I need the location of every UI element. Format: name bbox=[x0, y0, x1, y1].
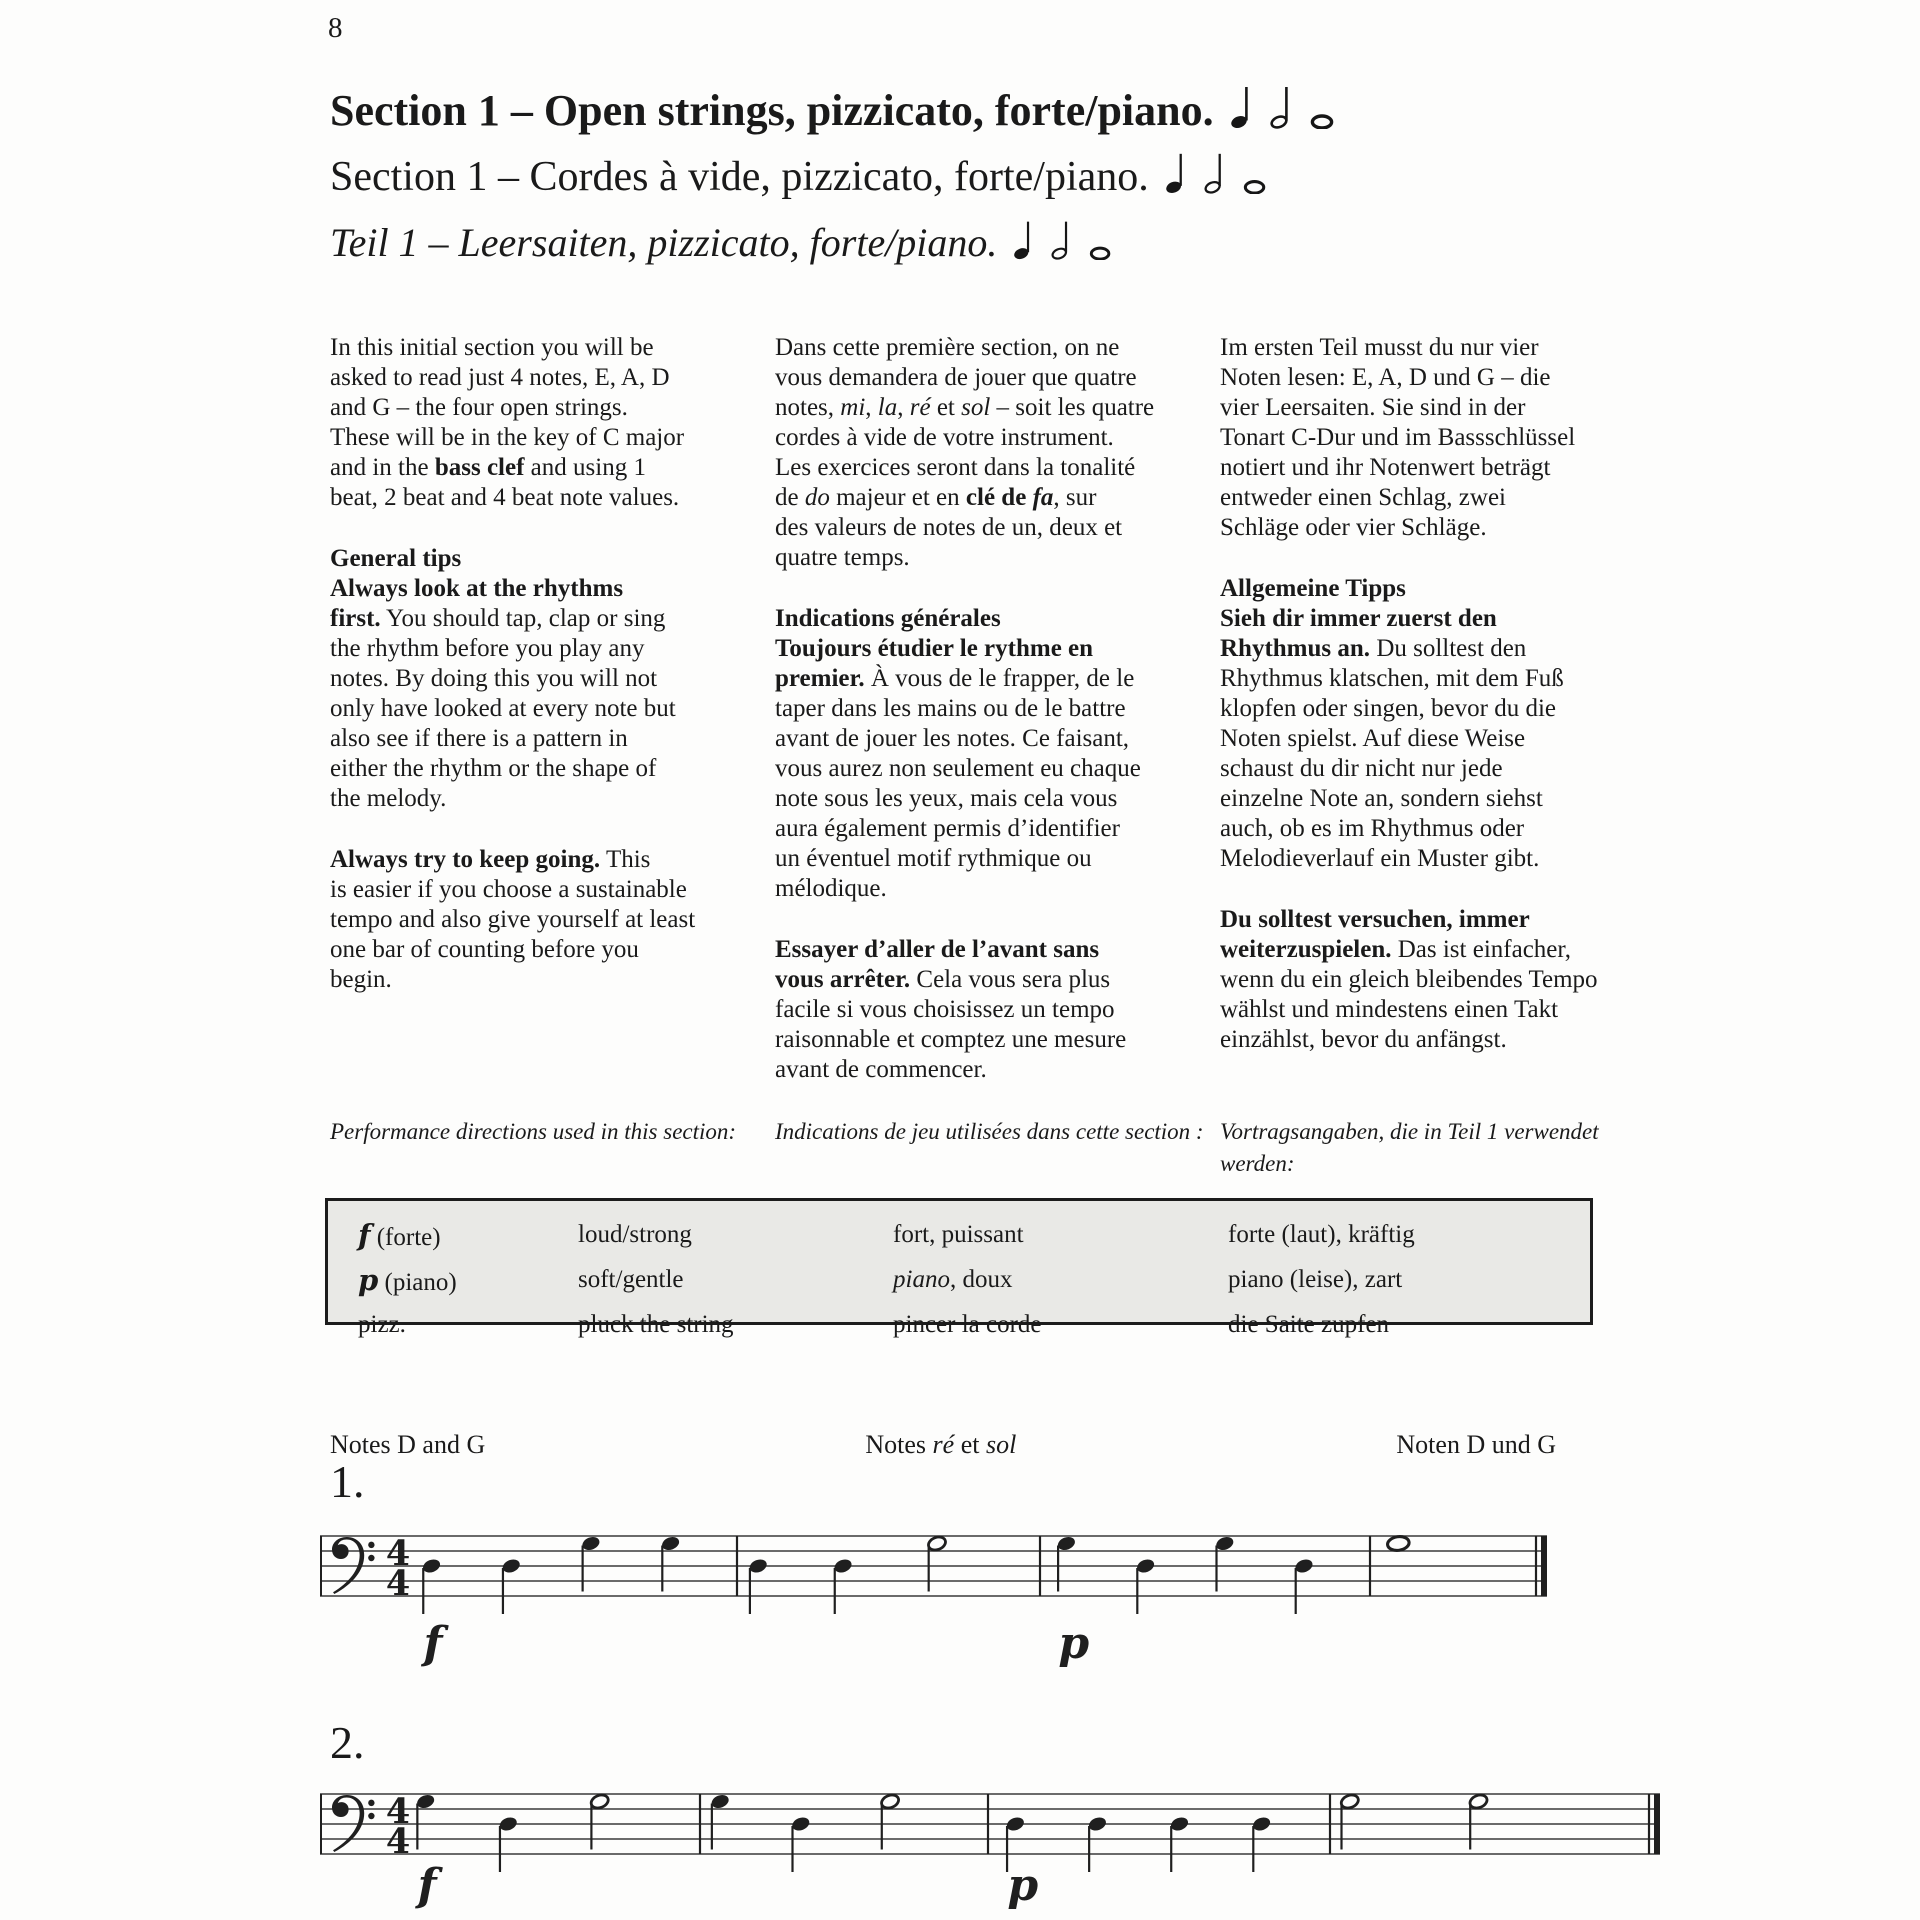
note-label-text: Noten D und G bbox=[1396, 1430, 1556, 1459]
whole-note-icon bbox=[1089, 214, 1113, 280]
paragraph-line: , bbox=[865, 394, 878, 421]
paragraph-line: also see if there is a pattern in bbox=[330, 725, 628, 752]
paragraph-line bbox=[1220, 724, 1590, 754]
dynamic-marking-f: f bbox=[417, 1860, 437, 1911]
text-column-1 bbox=[775, 333, 1220, 1116]
paragraph-line: These will be in the key of C major bbox=[330, 424, 685, 451]
note-label-1 bbox=[865, 1430, 1016, 1460]
paragraph-line: bass clef bbox=[434, 454, 525, 481]
paragraph-line: À vous de le frapper, de le bbox=[864, 665, 1135, 692]
bass-clef-dot bbox=[368, 1800, 374, 1806]
exercise-1-number: 1. bbox=[330, 1456, 365, 1507]
time-signature-digit: 4 bbox=[385, 1533, 411, 1574]
paragraph-line bbox=[775, 543, 1160, 573]
bass-clef-dot bbox=[368, 1542, 374, 1548]
half-note-icon bbox=[1270, 82, 1294, 148]
final-barline-thick bbox=[1541, 1536, 1547, 1596]
paragraph-line: de bbox=[775, 484, 805, 511]
dynamic-marking-p: p bbox=[1058, 1618, 1090, 1669]
paragraph-line bbox=[330, 363, 715, 393]
paragraph-line bbox=[330, 664, 715, 694]
paragraph-line bbox=[1220, 363, 1590, 393]
paragraph-line bbox=[1220, 453, 1590, 483]
table-cell-text: pincer la corde bbox=[893, 1311, 1042, 1338]
final-barline-thick bbox=[1654, 1794, 1660, 1854]
paragraph-line bbox=[775, 453, 1160, 483]
paragraph-line bbox=[775, 995, 1160, 1025]
paragraph-line: either the rhythm or the shape of bbox=[330, 755, 657, 782]
paragraph-line: Allgemeine Tipps bbox=[1220, 575, 1406, 602]
paragraph-line: avant de commencer. bbox=[775, 1056, 987, 1083]
note-label-text: Notes D and G bbox=[330, 1430, 486, 1459]
paragraph-line: la bbox=[877, 394, 898, 421]
paragraph-line bbox=[330, 453, 715, 483]
paragraph-line: wenn du ein gleich bleibendes Tempo bbox=[1220, 966, 1598, 993]
paragraph-line bbox=[1220, 423, 1590, 453]
caption-2 bbox=[1220, 1116, 1650, 1180]
paragraph-line bbox=[1220, 1025, 1590, 1055]
table-cell-text: pluck the string bbox=[578, 1311, 734, 1338]
paragraph-line bbox=[1220, 965, 1598, 995]
paragraph-line: Les exercices seront dans la tonalité bbox=[775, 454, 1136, 481]
paragraph-line bbox=[1220, 483, 1590, 513]
time-signature-digit: 4 bbox=[385, 1791, 411, 1832]
paragraph-line: Schläge oder vier Schläge. bbox=[1220, 514, 1487, 541]
paragraph-line: vous demandera de jouer que quatre bbox=[775, 364, 1137, 391]
bass-clef-dot bbox=[368, 1555, 374, 1561]
paragraph-line: aura également permis d’identifier bbox=[775, 815, 1120, 842]
paragraph-line bbox=[775, 754, 1160, 784]
paragraph-line: Always look at the rhythms bbox=[330, 575, 624, 602]
caption-line bbox=[775, 1116, 1220, 1148]
caption-line: Performance directions used in this section: bbox=[330, 1119, 737, 1144]
paragraph-line bbox=[775, 513, 1160, 543]
bass-clef-dot bbox=[368, 1813, 374, 1819]
caption-0 bbox=[330, 1116, 775, 1180]
paragraph-line: notes, bbox=[775, 394, 841, 421]
paragraph-line: des valeurs de notes de un, deux et bbox=[775, 514, 1123, 541]
paragraph-line: and in the bbox=[330, 454, 435, 481]
paragraph-line bbox=[330, 393, 715, 423]
paragraph-line bbox=[330, 634, 715, 664]
paragraph-line bbox=[330, 724, 715, 754]
paragraph-line: Du solltest versuchen, immer bbox=[1220, 906, 1530, 933]
paragraph-line: Im ersten Teil musst du nur vier bbox=[1220, 334, 1539, 361]
paragraph-line: entweder einen Schlag, zwei bbox=[1220, 484, 1506, 511]
table-cell-text: piano (leise), zart bbox=[1228, 1266, 1403, 1293]
paragraph-line bbox=[775, 393, 1160, 423]
table-cell-text: soft/gentle bbox=[578, 1266, 684, 1293]
whole-note-icon bbox=[1243, 148, 1268, 214]
paragraph-line bbox=[775, 814, 1160, 844]
table-row bbox=[358, 1214, 1590, 1259]
paragraph-line: asked to read just 4 notes, E, A, D bbox=[330, 364, 670, 391]
paragraph-line: mélodique. bbox=[775, 875, 887, 902]
paragraph-line: vous arrêter. bbox=[775, 966, 911, 993]
paragraph-line: quatre temps. bbox=[775, 544, 910, 571]
paragraph-line: schaust du dir nicht nur jede bbox=[1220, 755, 1503, 782]
paragraph-line: tempo and also give yourself at least bbox=[330, 906, 696, 933]
paragraph bbox=[1220, 333, 1590, 543]
time-signature-digit: 4 bbox=[385, 1563, 411, 1604]
note-name-labels bbox=[330, 1430, 1556, 1460]
page-number: 8 bbox=[328, 12, 343, 44]
paragraph-line: mi bbox=[840, 394, 866, 421]
whole-note bbox=[1387, 1535, 1410, 1551]
paragraph-line: wählst und mindestens einen Takt bbox=[1220, 996, 1559, 1023]
paragraph-line: facile si vous choisissez un tempo bbox=[775, 996, 1115, 1023]
paragraph bbox=[775, 604, 1160, 904]
paragraph-line bbox=[775, 1025, 1160, 1055]
table-cell bbox=[893, 1214, 1228, 1259]
text-column-0 bbox=[330, 333, 775, 1116]
paragraph bbox=[775, 935, 1160, 1085]
table-cell-text: f bbox=[358, 1218, 371, 1252]
paragraph-line: un éventuel motif rythmique ou bbox=[775, 845, 1092, 872]
dynamic-marking-f: f bbox=[423, 1618, 443, 1669]
heading-french-text: Section 1 – Cordes à vide, pizzicato, forte/piano. bbox=[330, 154, 1149, 200]
caption-line: werden: bbox=[1220, 1151, 1295, 1176]
paragraph-line: Dans cette première section, on ne bbox=[775, 334, 1120, 361]
paragraph-line: ré bbox=[909, 394, 931, 421]
paragraph-line bbox=[775, 363, 1160, 393]
paragraph-line bbox=[330, 574, 715, 604]
paragraph-line bbox=[1220, 754, 1590, 784]
paragraph-line: notiert und ihr Notenwert beträgt bbox=[1220, 454, 1551, 481]
caption-line bbox=[1220, 1148, 1650, 1180]
paragraph-line bbox=[1220, 995, 1590, 1025]
paragraph-line bbox=[775, 333, 1160, 363]
paragraph-line: is easier if you choose a sustainable bbox=[330, 876, 687, 903]
paragraph-line: and using 1 bbox=[524, 454, 646, 481]
text-column-2 bbox=[1220, 333, 1650, 1116]
paragraph-line: one bar of counting before you bbox=[330, 936, 639, 963]
paragraph-line: cordes à vide de votre instrument. bbox=[775, 424, 1114, 451]
paragraph-line bbox=[1220, 814, 1590, 844]
paragraph-line: begin. bbox=[330, 966, 392, 993]
table-cell-text: p bbox=[358, 1263, 379, 1297]
paragraph bbox=[775, 333, 1160, 573]
paragraph-line: majeur et en bbox=[829, 484, 966, 511]
paragraph-line bbox=[1220, 664, 1590, 694]
caption-1 bbox=[775, 1116, 1220, 1180]
table-cell-text: pizz. bbox=[358, 1311, 406, 1338]
paragraph-line bbox=[330, 935, 715, 965]
paragraph-line: In this initial section you will be bbox=[330, 334, 654, 361]
performance-direction-captions bbox=[330, 1116, 1650, 1180]
paragraph-line: premier. bbox=[775, 665, 865, 692]
paragraph-line bbox=[1220, 333, 1590, 363]
paragraph-line: notes. By doing this you will not bbox=[330, 665, 658, 692]
quarter-note-icon bbox=[1230, 82, 1254, 148]
paragraph-line bbox=[330, 423, 715, 453]
paragraph-line: Essayer d’aller de l’avant sans bbox=[775, 936, 1100, 963]
paragraph-line bbox=[1220, 634, 1590, 664]
table-cell bbox=[358, 1304, 578, 1346]
paragraph bbox=[1220, 905, 1598, 1055]
table-row bbox=[358, 1259, 1590, 1304]
paragraph bbox=[1220, 574, 1590, 874]
caption-line: Vortragsangaben, die in Teil 1 verwendet bbox=[1220, 1119, 1599, 1144]
table-cell-text: (piano) bbox=[378, 1269, 457, 1296]
note-label-text: sol bbox=[985, 1430, 1017, 1459]
paragraph-line: einzelne Note an, sondern siehst bbox=[1220, 785, 1543, 812]
paragraph-line: This bbox=[600, 846, 651, 873]
paragraph-line: beat, 2 beat and 4 beat note values. bbox=[330, 484, 680, 511]
table-cell bbox=[1228, 1214, 1590, 1259]
paragraph-line bbox=[1220, 935, 1590, 965]
paragraph-line bbox=[330, 965, 715, 995]
note-label-text: Notes bbox=[865, 1430, 933, 1459]
table-cell-text: fort, puissant bbox=[893, 1221, 1024, 1248]
note-label-text: et bbox=[954, 1430, 986, 1459]
paragraph-line bbox=[775, 935, 1160, 965]
note-label-2 bbox=[1396, 1430, 1556, 1460]
table-cell-text: piano bbox=[893, 1266, 950, 1293]
paragraph-line bbox=[330, 845, 715, 875]
paragraph-line bbox=[775, 423, 1160, 453]
instruction-columns bbox=[330, 333, 1650, 1116]
caption-line: Indications de jeu utilisées dans cette section : bbox=[775, 1119, 1204, 1144]
paragraph-line: clé de bbox=[965, 484, 1033, 511]
paragraph-line bbox=[775, 694, 1160, 724]
paragraph bbox=[330, 845, 715, 995]
paragraph-line: Cela vous sera plus bbox=[910, 966, 1111, 993]
paragraph-line: Always try to keep going. bbox=[330, 846, 601, 873]
paragraph-line: avant de jouer les notes. Ce faisant, bbox=[775, 725, 1130, 752]
paragraph-line: sol bbox=[961, 394, 991, 421]
table-cell bbox=[893, 1304, 1228, 1346]
exercise-2-staff bbox=[320, 1786, 1670, 1920]
paragraph-line bbox=[1220, 604, 1590, 634]
table-cell-text: (forte) bbox=[370, 1224, 441, 1251]
paragraph-line: first. bbox=[330, 605, 381, 632]
paragraph-line bbox=[775, 724, 1160, 754]
paragraph-line: the melody. bbox=[330, 785, 447, 812]
heading-french bbox=[330, 144, 1336, 210]
paragraph-line: auch, ob es im Rhythmus oder bbox=[1220, 815, 1525, 842]
exercise-2-number: 2. bbox=[330, 1717, 365, 1768]
paragraph-line: Noten lesen: E, A, D und G – die bbox=[1220, 364, 1551, 391]
paragraph-line bbox=[1220, 513, 1590, 543]
paragraph-line bbox=[330, 905, 715, 935]
table-cell bbox=[358, 1259, 578, 1304]
heading-german bbox=[330, 210, 1336, 276]
paragraph-line bbox=[330, 875, 715, 905]
paragraph-line bbox=[330, 333, 715, 363]
table-cell bbox=[358, 1214, 578, 1259]
table-cell bbox=[578, 1214, 893, 1259]
paragraph-line bbox=[1220, 784, 1590, 814]
heading-german-text: Teil 1 – Leersaiten, pizzicato, forte/piano. bbox=[330, 220, 998, 265]
paragraph-line: only have looked at every note but bbox=[330, 695, 676, 722]
paragraph bbox=[330, 333, 715, 513]
paragraph-line bbox=[775, 844, 1160, 874]
paragraph-line bbox=[1220, 844, 1590, 874]
caption-line bbox=[1220, 1116, 1650, 1148]
paragraph-line: and G – the four open strings. bbox=[330, 394, 628, 421]
note-label-text: ré bbox=[932, 1430, 955, 1459]
table-cell bbox=[893, 1259, 1228, 1304]
paragraph-line: Rhythmus an. bbox=[1220, 635, 1371, 662]
paragraph-line: Das ist einfacher, bbox=[1391, 936, 1571, 963]
table-cell-text: , doux bbox=[949, 1266, 1013, 1293]
paragraph-line bbox=[775, 784, 1160, 814]
time-signature-digit: 4 bbox=[385, 1821, 411, 1862]
paragraph-line: raisonnable et comptez une mesure bbox=[775, 1026, 1127, 1053]
dynamic-marking-p: p bbox=[1007, 1860, 1039, 1911]
table-cell-text: die Saite zupfen bbox=[1228, 1311, 1390, 1338]
paragraph-line bbox=[775, 604, 1160, 634]
paragraph-line bbox=[330, 754, 715, 784]
quarter-note-icon bbox=[1013, 214, 1035, 280]
paragraph-line bbox=[775, 483, 1160, 513]
heading-english-text: Section 1 – Open strings, pizzicato, forte/piano. bbox=[330, 86, 1214, 135]
paragraph-line: note sous les yeux, mais cela vous bbox=[775, 785, 1118, 812]
paragraph-line: einzählst, bevor du anfängst. bbox=[1220, 1026, 1507, 1053]
quarter-note-icon bbox=[1165, 148, 1188, 214]
table-cell bbox=[578, 1259, 893, 1304]
heading-english bbox=[330, 78, 1336, 144]
paragraph-line: , sur bbox=[1053, 484, 1097, 511]
paragraph-line: do bbox=[804, 484, 830, 511]
table-cell bbox=[578, 1304, 893, 1346]
paragraph-line: Du solltest den bbox=[1370, 635, 1527, 662]
paragraph-line: Toujours étudier le rythme en bbox=[775, 635, 1094, 662]
paragraph-line: – soit les quatre bbox=[990, 394, 1155, 421]
paragraph-line: Noten spielst. Auf diese Weise bbox=[1220, 725, 1526, 752]
paragraph-line: General tips bbox=[330, 545, 462, 572]
caption-line bbox=[330, 1116, 775, 1148]
paragraph-line bbox=[775, 965, 1160, 995]
paragraph-line: weiterzuspielen. bbox=[1220, 936, 1392, 963]
paragraph-line: et bbox=[930, 394, 962, 421]
paragraph-line: , bbox=[897, 394, 910, 421]
paragraph-line: You should tap, clap or sing bbox=[380, 605, 666, 632]
paragraph-line bbox=[775, 1055, 1160, 1085]
paragraph-line bbox=[1220, 905, 1590, 935]
paragraph-line bbox=[330, 544, 715, 574]
paragraph-line: vier Leersaiten. Sie sind in der bbox=[1220, 394, 1526, 421]
paragraph-line bbox=[330, 784, 715, 814]
paragraph-line bbox=[1220, 574, 1590, 604]
exercise-1-staff bbox=[320, 1508, 1660, 1680]
paragraph-line: taper dans les mains ou de le battre bbox=[775, 695, 1126, 722]
paragraph-line bbox=[775, 634, 1160, 664]
paragraph-line bbox=[330, 694, 715, 724]
paragraph-line: Sieh dir immer zuerst den bbox=[1220, 605, 1497, 632]
paragraph-line: fa bbox=[1032, 484, 1054, 511]
paragraph-line: Tonart C-Dur und im Bassschlüssel bbox=[1220, 424, 1576, 451]
table-cell-text: forte (laut), kräftig bbox=[1228, 1221, 1415, 1248]
performance-directions-table bbox=[325, 1198, 1593, 1338]
paragraph-line bbox=[1220, 694, 1590, 724]
table-cell bbox=[1228, 1259, 1590, 1304]
paragraph-line bbox=[1220, 393, 1590, 423]
paragraph-line: klopfen oder singen, bevor du die bbox=[1220, 695, 1557, 722]
half-note-icon bbox=[1204, 148, 1227, 214]
paragraph-line: the rhythm before you play any bbox=[330, 635, 645, 662]
section-headings bbox=[330, 78, 1336, 276]
paragraph-line: Indications générales bbox=[775, 605, 1001, 632]
table-row bbox=[358, 1304, 1590, 1346]
whole-note-icon bbox=[1310, 82, 1336, 148]
paragraph-line: Melodieverlauf ein Muster gibt. bbox=[1220, 845, 1540, 872]
paragraph-line: Rhythmus klatschen, mit dem Fuß bbox=[1220, 665, 1564, 692]
paragraph-line bbox=[775, 874, 1160, 904]
half-note-icon bbox=[1051, 214, 1073, 280]
table-cell bbox=[1228, 1304, 1590, 1346]
paragraph bbox=[330, 544, 715, 814]
paragraph-line: vous aurez non seulement eu chaque bbox=[775, 755, 1141, 782]
paragraph-line bbox=[330, 604, 715, 634]
table-cell-text: loud/strong bbox=[578, 1221, 692, 1248]
paragraph-line bbox=[330, 483, 715, 513]
paragraph-line bbox=[775, 664, 1160, 694]
